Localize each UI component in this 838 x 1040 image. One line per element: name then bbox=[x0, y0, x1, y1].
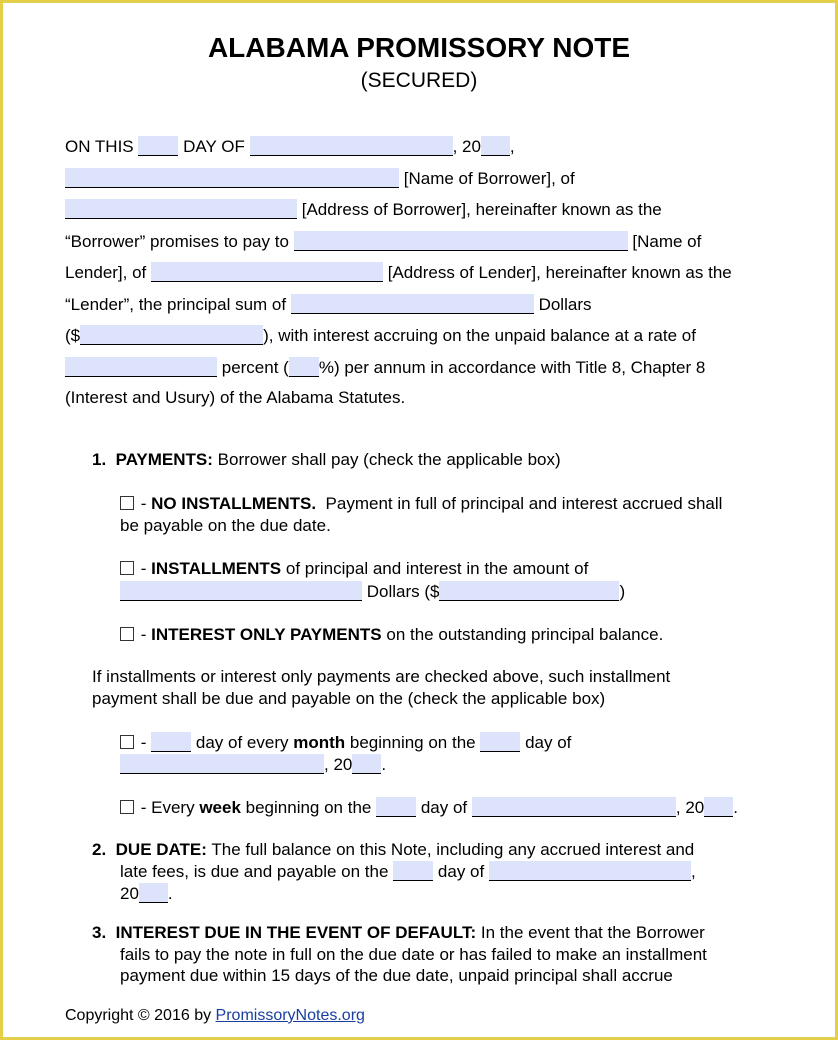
copyright-text: Copyright © 2016 by bbox=[65, 1007, 212, 1024]
intro-text: [Name of bbox=[632, 232, 702, 251]
intro-text: [Name of Borrower], of bbox=[403, 169, 575, 188]
payments-heading: PAYMENTS: bbox=[115, 450, 213, 469]
dash: - bbox=[140, 733, 147, 752]
interest-only-text: on the outstanding principal balance. bbox=[386, 625, 664, 644]
intro-line-4 bbox=[65, 231, 701, 252]
intro-text: percent ( bbox=[221, 358, 289, 377]
month-field[interactable] bbox=[250, 136, 453, 156]
due-month-field[interactable] bbox=[489, 861, 691, 881]
period: . bbox=[381, 755, 387, 774]
monthly-text: day of every bbox=[195, 733, 289, 752]
section-number: 1. bbox=[92, 450, 107, 469]
rate-percent-field[interactable] bbox=[289, 357, 319, 377]
monthly-start-day-field[interactable] bbox=[480, 732, 520, 752]
due-date-text: day of bbox=[437, 862, 485, 881]
due-year-field[interactable] bbox=[139, 883, 168, 903]
payments-heading-line bbox=[92, 450, 561, 470]
intro-line-2 bbox=[65, 168, 575, 189]
option-weekly bbox=[120, 797, 738, 818]
monthly-text: beginning on the bbox=[349, 733, 476, 752]
no-installments-label: NO INSTALLMENTS. bbox=[151, 494, 317, 513]
intro-line-6 bbox=[65, 294, 591, 315]
installment-amount-field[interactable] bbox=[439, 581, 619, 601]
installments-line-2 bbox=[120, 581, 625, 602]
principal-amount-field[interactable] bbox=[80, 325, 263, 345]
day-field[interactable] bbox=[138, 136, 178, 156]
weekly-text: day of bbox=[420, 798, 468, 817]
default-line-2: fails to pay the note in full on the due date or has failed to make an installment bbox=[120, 945, 707, 964]
intro-text: [Address of Borrower], hereinafter known as the bbox=[301, 200, 662, 219]
comma: , bbox=[690, 862, 696, 881]
weekly-label: week bbox=[199, 798, 241, 817]
intro-text: DAY OF bbox=[183, 137, 245, 156]
no-installments-text: Payment in full of principal and interest accrued shall bbox=[325, 494, 723, 513]
installments-label: INSTALLMENTS bbox=[151, 559, 282, 578]
weekly-year-field[interactable] bbox=[704, 797, 733, 817]
installment-words-field[interactable] bbox=[120, 581, 362, 601]
monthly-day-field[interactable] bbox=[151, 732, 191, 752]
intro-text: [Address of Lender], hereinafter known as the bbox=[387, 263, 732, 282]
intro-line-9: (Interest and Usury) of the Alabama Statutes. bbox=[65, 388, 406, 407]
intro-line-1 bbox=[65, 136, 515, 157]
option-interest-only bbox=[120, 625, 663, 645]
dash: - bbox=[140, 559, 147, 578]
website-link[interactable]: PromissoryNotes.org bbox=[215, 1007, 365, 1024]
lender-name-field[interactable] bbox=[294, 231, 628, 251]
period: . bbox=[167, 884, 173, 903]
due-date-line-2 bbox=[120, 861, 696, 882]
monthly-line-2 bbox=[120, 754, 386, 775]
borrower-name-field[interactable] bbox=[65, 168, 399, 188]
option-installments bbox=[120, 559, 588, 579]
intro-line-8 bbox=[65, 357, 705, 378]
section-number: 2. bbox=[92, 840, 107, 859]
installments-dollars-text: Dollars ($ bbox=[366, 582, 440, 601]
due-day-field[interactable] bbox=[393, 861, 433, 881]
schedule-note-line-1: If installments or interest only payments are checked above, such installment bbox=[92, 667, 671, 686]
intro-text: %) per annum in accordance with Title 8, Chapter 8 bbox=[318, 358, 706, 377]
intro-text: ), with interest accruing on the unpaid balance at a rate of bbox=[263, 326, 696, 345]
due-date-line-3 bbox=[120, 883, 173, 904]
intro-text: Dollars bbox=[538, 295, 592, 314]
monthly-text: , 20 bbox=[324, 755, 353, 774]
section-number: 3. bbox=[92, 923, 107, 942]
installments-text: of principal and interest in the amount of bbox=[285, 559, 589, 578]
intro-text: “Lender”, the principal sum of bbox=[65, 295, 287, 314]
option-no-installments bbox=[120, 494, 722, 514]
borrower-address-field[interactable] bbox=[65, 199, 297, 219]
monthly-label: month bbox=[293, 733, 346, 752]
installments-checkbox[interactable] bbox=[120, 561, 134, 575]
document-title: ALABAMA PROMISSORY NOTE bbox=[207, 32, 631, 63]
intro-line-7 bbox=[65, 325, 696, 346]
intro-text: Lender], of bbox=[65, 263, 147, 282]
weekly-day-field[interactable] bbox=[376, 797, 416, 817]
interest-only-label: INTEREST ONLY PAYMENTS bbox=[151, 625, 382, 644]
weekly-checkbox[interactable] bbox=[120, 800, 134, 814]
weekly-text: - Every bbox=[140, 798, 195, 817]
due-date-text: The full balance on this Note, including any accrued interest and bbox=[211, 840, 695, 859]
payments-text: Borrower shall pay (check the applicable box) bbox=[217, 450, 561, 469]
intro-text: “Borrower” promises to pay to bbox=[65, 232, 289, 251]
monthly-start-month-field[interactable] bbox=[120, 754, 324, 774]
closing-paren: ) bbox=[619, 582, 626, 601]
option-monthly bbox=[120, 732, 571, 753]
document-page bbox=[3, 3, 835, 1037]
footer bbox=[65, 1006, 365, 1026]
default-text: In the event that the Borrower bbox=[480, 923, 705, 942]
intro-text: , bbox=[509, 137, 515, 156]
intro-text: , 20 bbox=[452, 137, 481, 156]
due-date-heading: DUE DATE: bbox=[115, 840, 207, 859]
default-line-1 bbox=[92, 923, 705, 943]
year-field[interactable] bbox=[481, 136, 510, 156]
principal-words-field[interactable] bbox=[291, 294, 534, 314]
default-line-3: payment due within 15 days of the due date, unpaid principal shall accrue bbox=[120, 966, 673, 985]
schedule-note-line-2: payment shall be due and payable on the (check the applicable box) bbox=[92, 689, 606, 708]
no-installments-line-2: be payable on the due date. bbox=[120, 516, 331, 535]
rate-words-field[interactable] bbox=[65, 357, 217, 377]
no-installments-checkbox[interactable] bbox=[120, 496, 134, 510]
weekly-text: , 20 bbox=[675, 798, 705, 817]
monthly-text: day of bbox=[525, 733, 572, 752]
period: . bbox=[733, 798, 738, 817]
weekly-text: beginning on the bbox=[245, 798, 372, 817]
intro-text: ON THIS bbox=[65, 137, 134, 156]
due-date-text: late fees, is due and payable on the bbox=[120, 862, 389, 881]
dash: - bbox=[140, 494, 147, 513]
intro-line-5 bbox=[65, 262, 732, 283]
intro-text: ($ bbox=[65, 326, 81, 345]
monthly-checkbox[interactable] bbox=[120, 735, 134, 749]
dash: - bbox=[140, 625, 147, 644]
interest-only-checkbox[interactable] bbox=[120, 627, 134, 641]
monthly-start-year-field[interactable] bbox=[352, 754, 381, 774]
default-heading: INTEREST DUE IN THE EVENT OF DEFAULT: bbox=[115, 923, 477, 942]
weekly-month-field[interactable] bbox=[472, 797, 676, 817]
due-date-text: 20 bbox=[120, 884, 139, 903]
due-date-line-1 bbox=[92, 840, 694, 860]
intro-line-3 bbox=[65, 199, 662, 220]
lender-address-field[interactable] bbox=[151, 262, 383, 282]
document-subtitle: (SECURED) bbox=[360, 69, 478, 92]
